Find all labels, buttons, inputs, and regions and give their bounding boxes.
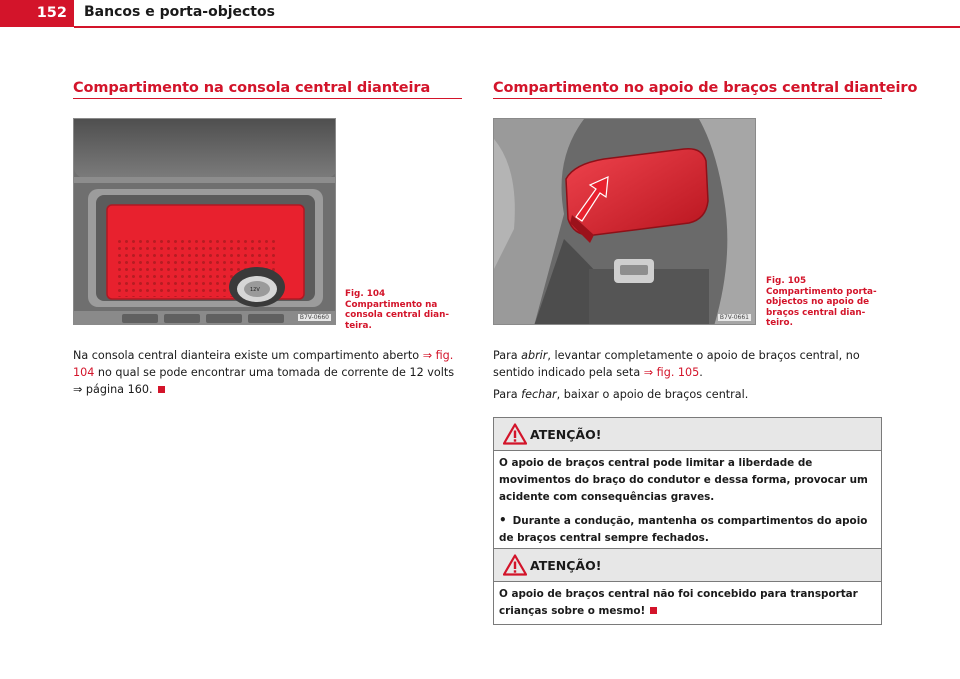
console-compartment-illustration [74, 119, 336, 325]
paragraph-text: no qual se pode encontrar uma tomada de corrente de 12 volts ⇒ página 160. [73, 366, 455, 396]
paragraph-text: Na consola central dianteira existe um compartimento aberto [73, 349, 423, 362]
socket-label: 12V [250, 287, 260, 293]
end-square-icon [158, 386, 165, 393]
warning-text [499, 586, 876, 620]
paragraph-text: Para [493, 388, 522, 401]
emphasis-text: fechar [521, 388, 557, 401]
header-rule [74, 26, 960, 28]
figure-caption: Fig. 104 Compartimento na consola central dian-teira. [345, 289, 449, 331]
warning-header [494, 418, 881, 451]
emphasis-text: abrir [521, 349, 548, 362]
paragraph-text: , levantar completamente o apoio de braços central, no sentido indicado pela seta [493, 349, 860, 379]
figure-reference-link[interactable]: ⇒ fig. 104 [73, 349, 454, 379]
warning-bullet-item [499, 512, 876, 547]
section-rule-left [73, 98, 462, 99]
body-paragraph [73, 347, 465, 398]
warning-triangle-icon [503, 554, 527, 576]
warning-title: ATENÇÃO! [530, 427, 602, 442]
section-heading-armrest: Compartimento no apoio de braços central dianteiro [493, 80, 918, 96]
warning-text: O apoio de braços central pode limitar a liberdade de movimentos do braço do condutor e dessa forma, provocar um acidente com consequências graves. [499, 457, 868, 503]
warning-bullet-text: Durante a condução, mantenha os compartimentos do apoio de braços central sempre fechados. [499, 515, 868, 544]
paragraph-text: , baixar o apoio de braços central. [556, 388, 749, 401]
warning-header [494, 549, 881, 582]
figure-caption: Fig. 105 Compartimento porta-objectos no apoio de braços central dian-teiro. [766, 276, 877, 328]
section-rule-right [493, 98, 882, 99]
paragraph-text: Para [493, 349, 522, 362]
warning-text-span: O apoio de braços central não foi concebido para transportar crianças sobre o mesmo! [499, 588, 858, 617]
warning-body [494, 582, 881, 624]
figure-code: B7V-0661 [719, 314, 749, 321]
bullet-icon: • [499, 513, 507, 527]
section-heading-console: Compartimento na consola central dianteira [73, 80, 431, 96]
figure-armrest-compartment [493, 118, 756, 325]
end-square-icon [650, 607, 657, 614]
body-paragraph-close [493, 386, 865, 403]
figure-console-compartment [73, 118, 336, 325]
running-title: Bancos e porta-objectos [84, 4, 275, 20]
warning-box [493, 417, 882, 552]
warning-box [493, 548, 882, 625]
figure-code: B7V-0660 [299, 314, 329, 321]
armrest-compartment-illustration [494, 119, 756, 325]
figure-reference-link[interactable]: ⇒ fig. 105 [643, 366, 700, 379]
paragraph-text: . [699, 366, 703, 379]
warning-title: ATENÇÃO! [530, 558, 602, 573]
warning-triangle-icon [503, 423, 527, 445]
body-paragraph-open [493, 347, 865, 381]
warning-body [494, 451, 881, 551]
page-number: 152 [0, 0, 74, 27]
